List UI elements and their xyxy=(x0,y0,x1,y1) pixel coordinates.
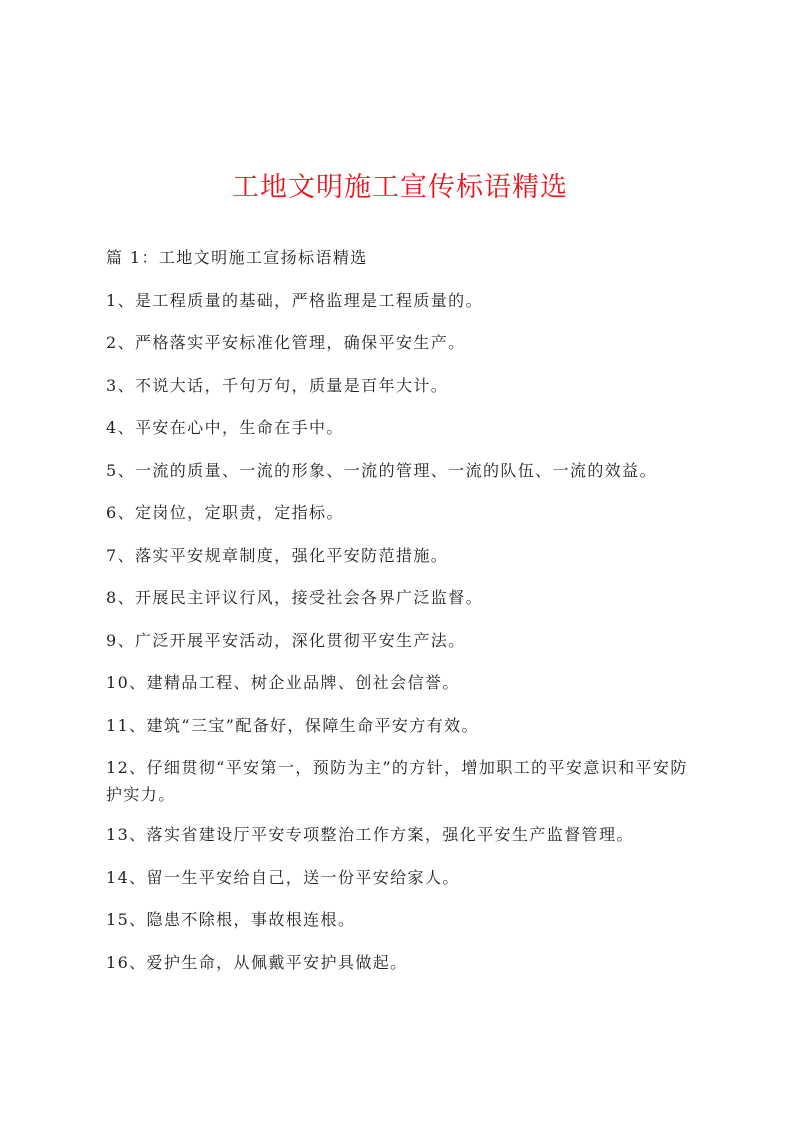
slogan-item: 3、不说大话，千句万句，质量是百年大计。 xyxy=(106,375,449,395)
document-subtitle: 篇 1：工地文明施工宣扬标语精选 xyxy=(106,248,368,267)
slogan-item: 4、平安在心中，生命在手中。 xyxy=(106,418,344,437)
slogan-item: 1、是工程质量的基础，严格监理是工程质量的。 xyxy=(106,290,483,310)
slogan-item: 9、广泛开展平安活动，深化贯彻平安生产法。 xyxy=(106,630,466,650)
slogan-item: 2、严格落实平安标准化管理，确保平安生产。 xyxy=(106,333,466,352)
document-body xyxy=(106,244,704,991)
slogan-item: 16、爱护生命，从佩戴平安护具做起。 xyxy=(106,952,408,972)
slogan-item: 10、建精品工程、树企业品牌、创社会信誉。 xyxy=(106,673,460,692)
slogan-item: 15、隐患不除根，事故根连根。 xyxy=(106,910,356,929)
slogan-item: 5、一流的质量、一流的形象、一流的管理、一流的队伍、一流的效益。 xyxy=(106,460,657,480)
slogan-item: 7、落实平安规章制度，强化平安防范措施。 xyxy=(106,545,449,565)
slogan-item: 6、定岗位，定职责，定指标。 xyxy=(106,503,344,522)
slogan-item: 13、落实省建设厅平安专项整治工作方案，强化平安生产监督管理。 xyxy=(106,825,634,844)
slogan-item: 12、仔细贯彻“平安第一，预防为主”的方针，增加职工的平安意识和平安防护实力。 xyxy=(106,758,688,804)
slogan-item: 11、建筑“三宝”配备好，保障生命平安方有效。 xyxy=(106,715,479,735)
slogan-item: 14、留一生平安给自己，送一份平安给家人。 xyxy=(106,867,460,887)
slogan-item: 8、开展民主评议行风，接受社会各界广泛监督。 xyxy=(106,588,483,607)
document-title: 工地文明施工宣传标语精选 xyxy=(232,172,568,203)
